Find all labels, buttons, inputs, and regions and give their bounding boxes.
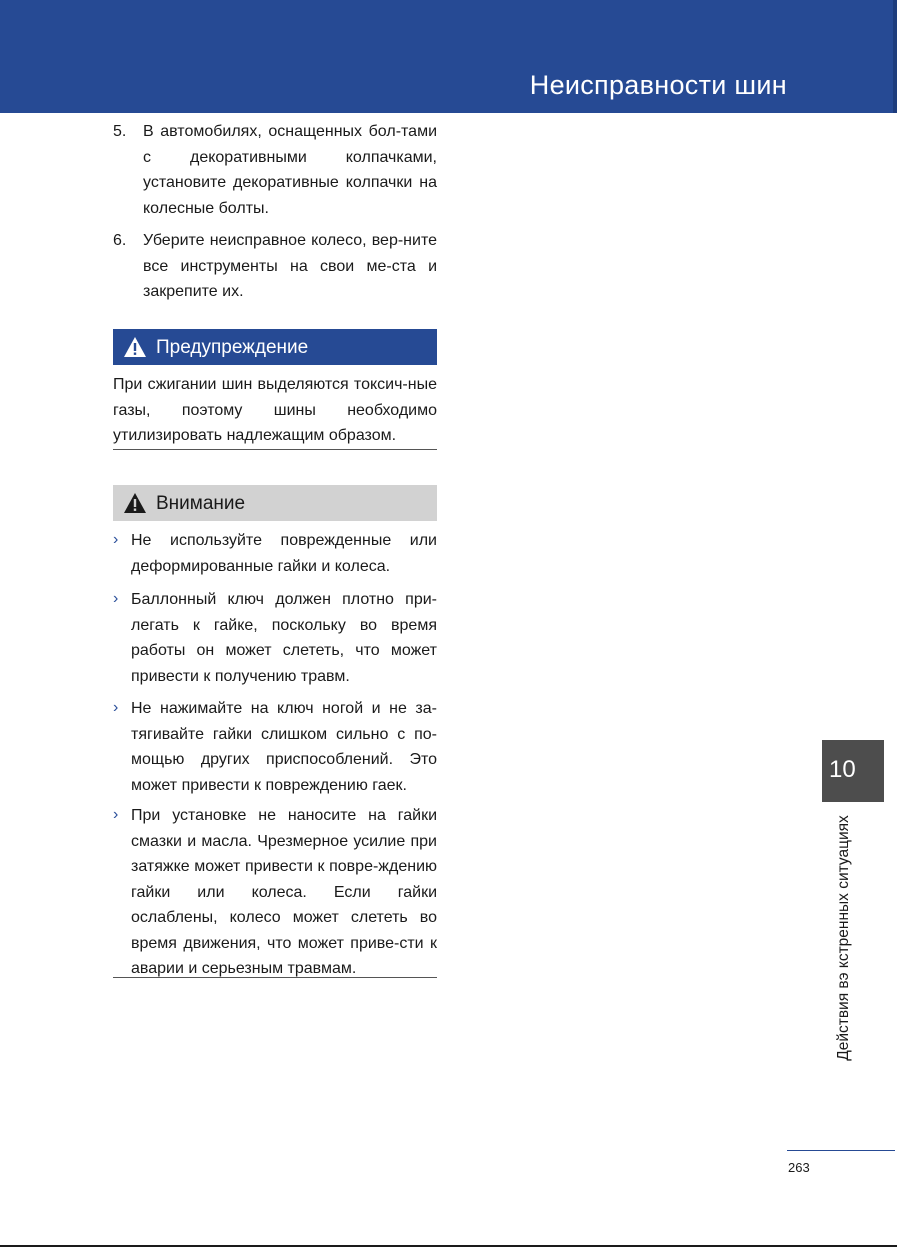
caution-header [113,485,437,521]
warning-header [113,329,437,365]
chevron-right-icon: › [113,590,119,607]
warning-label: Предупреждение [156,337,309,358]
page-title: Неисправности шин [529,70,787,100]
divider [113,977,437,978]
caution-item-text: Не нажимайте на ключ ногой и не за-тягивайте гайки слишком сильно с по-мощью других приспособлений. Это может привести к повреждению гаек. [131,700,437,794]
step-item [113,119,437,221]
header-edge [893,0,897,113]
chapter-title-wrap [833,810,855,1066]
caution-item-text: При установке не наносите на гайки смазки и масла. Чрезмерное усилие при затяжке может привести к повре-ждению гайки или колеса. Если гайки ослаблены, колесо может слететь во время движения, что может приве-сти к аварии и серьезным травмам. [131,807,437,977]
caution-item [113,587,437,689]
chevron-right-icon: › [113,806,119,823]
chapter-title: Действия вэ кстренных ситуациях [835,815,852,1061]
caution-item [113,803,437,982]
chevron-right-icon: › [113,699,119,716]
caution-label: Внимание [156,493,246,514]
chevron-right-icon: › [113,531,119,548]
caution-item [113,528,437,579]
warning-triangle-icon [123,336,147,358]
bottom-border [0,1245,897,1247]
chapter-tab [822,740,884,802]
step-item [113,228,437,305]
warning-triangle-icon [123,492,147,514]
caution-item-text: Не используйте поврежденные или деформированные гайки и колеса. [131,532,437,575]
step-number: 6. [113,232,127,249]
caution-item-text: Баллонный ключ должен плотно при-легать к гайке, поскольку во время работы он может слететь, что может привести к получению травм. [131,591,437,685]
chapter-number: 10 [829,756,856,783]
caution-item [113,696,437,798]
step-number: 5. [113,123,127,140]
step-text: Уберите неисправное колесо, вер-ните все инструменты на свои ме-ста и закрепите их. [143,232,437,300]
warning-text: При сжигании шин выделяются токсич-ные газы, поэтому шины необходимо утилизировать надлежащим образом. [113,376,437,444]
divider [113,449,437,450]
step-text: В автомобилях, оснащенных бол-тами с декоративными колпачками, установите декоративные колпачки на колесные болты. [143,123,437,217]
page-number-rule [787,1150,895,1151]
page-number: 263 [788,1160,810,1175]
